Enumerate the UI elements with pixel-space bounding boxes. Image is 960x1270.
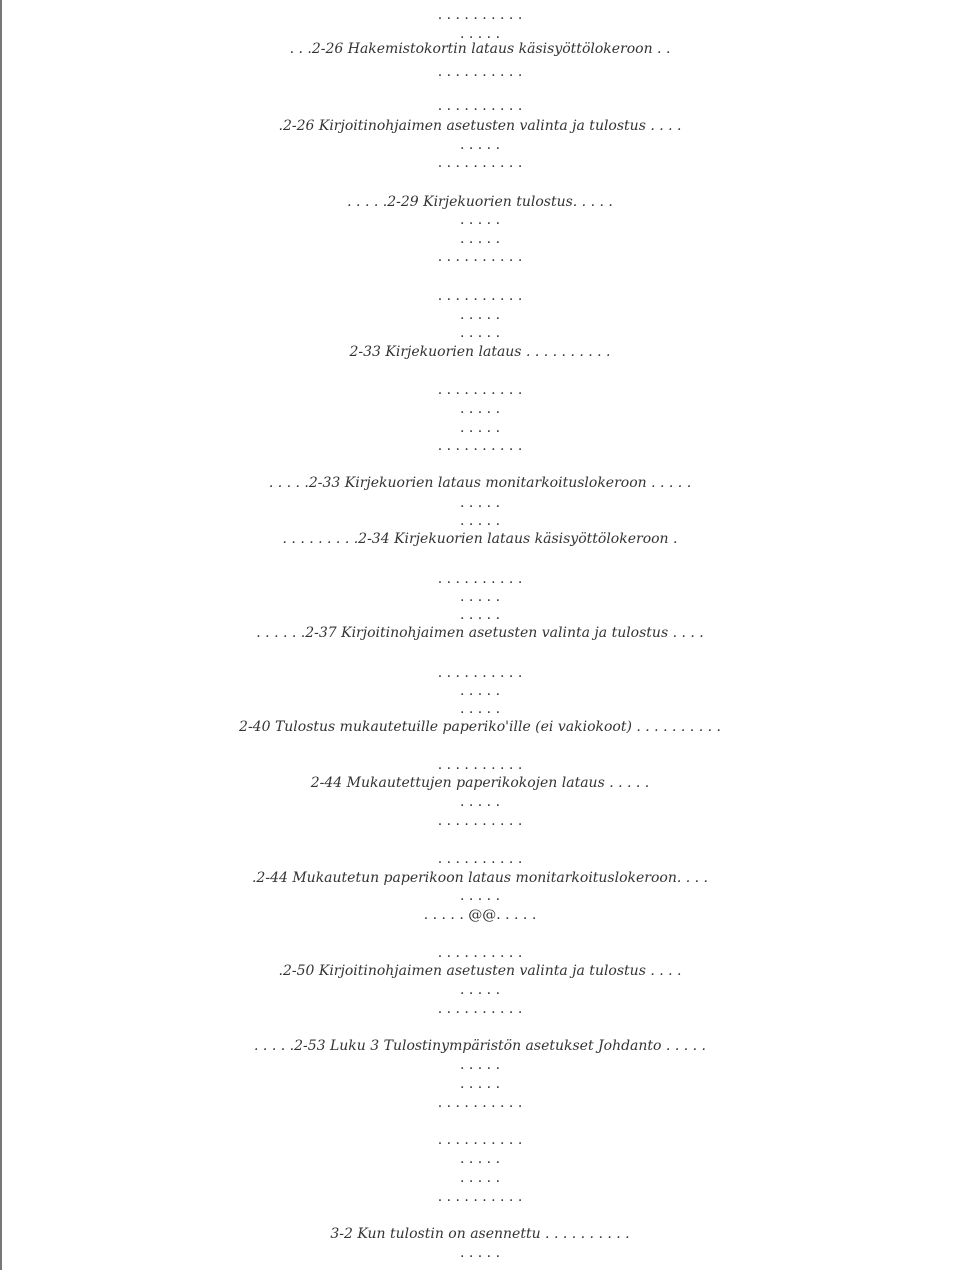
dot-leader-line: . . . . . [459, 513, 501, 529]
dot-leader-line: . . . . . . . . . . [437, 249, 523, 265]
dot-leader-line: . . . . . . . . . . [437, 571, 523, 587]
toc-entry: 2-44 Mukautettujen paperikokojen lataus . . . . . [310, 775, 650, 791]
dot-leader-line: . . . . . . . . . . [437, 7, 523, 23]
dot-leader-line: . . . . . [459, 794, 501, 810]
toc-entry: 2-33 Kirjekuorien lataus . . . . . . . . . . [349, 344, 611, 360]
dot-leader-line: . . . . . . . . . . [437, 1189, 523, 1205]
dot-leader-line: . . . . . . . . . . [437, 757, 523, 773]
dot-leader-line: . . . . . [459, 212, 501, 228]
dot-leader-line: . . . . . . . . . . [437, 813, 523, 829]
toc-entry: .2-44 Mukautetun paperikoon lataus monitarkoituslokeroon. . . . [251, 870, 709, 886]
dot-leader-line: . . . . . [459, 420, 501, 436]
dot-leader-line: . . . . . . . . . . [437, 98, 523, 114]
dot-leader-line: . . . . . [459, 307, 501, 323]
toc-entry: .2-26 Kirjoitinohjaimen asetusten valinta ja tulostus . . . . [278, 118, 682, 134]
dot-leader-line: . . . . . [459, 701, 501, 717]
dot-leader-line: . . . . . [459, 607, 501, 623]
toc-entry: . . . . .2-33 Kirjekuorien lataus monitarkoituslokeroon . . . . . [268, 475, 692, 491]
dot-leader-line: . . . . . [459, 137, 501, 153]
dot-leader-line: . . . . . . . . . . [437, 1132, 523, 1148]
dot-leader-line: . . . . . [459, 888, 501, 904]
dot-leader-line: . . . . . [459, 1076, 501, 1092]
dot-leader-line: . . . . . . . . . . [437, 851, 523, 867]
dot-leader-line: . . . . . . . . . . [437, 288, 523, 304]
dot-leader-line: . . . . . [459, 325, 501, 341]
toc-entry: . . . . .2-29 Kirjekuorien tulostus. . . . . [347, 194, 613, 210]
dot-leader-line: . . . . . [459, 495, 501, 511]
dot-leader-line: . . . . . [459, 401, 501, 417]
dot-leader-line: . . . . . . . . . . [437, 1095, 523, 1111]
dot-leader-line: . . . . . . . . . . [437, 945, 523, 961]
dot-leader-line: . . . . . . . . . . [437, 665, 523, 681]
dot-leader-line: . . . . . [459, 589, 501, 605]
dot-leader-line: . . . . . [459, 1170, 501, 1186]
dot-leader-line: . . . . . . . . . . [437, 438, 523, 454]
dot-leader-line: . . . . . @@. . . . . [423, 907, 537, 923]
toc-entry: . . . . . .2-37 Kirjoitinohjaimen asetusten valinta ja tulostus . . . . [256, 625, 704, 641]
toc-entry: 3-2 Kun tulostin on asennettu . . . . . . . . . . [330, 1226, 630, 1242]
dot-leader-line: . . . . . [459, 1057, 501, 1073]
toc-entry: . . . . . . . . .2-34 Kirjekuorien lataus käsisyöttölokeroon . [282, 531, 678, 547]
dot-leader-line: . . . . . . . . . . [437, 64, 523, 80]
toc-entry: . . . . .2-53 Luku 3 Tulostinympäristön asetukset Johdanto . . . . . [254, 1038, 706, 1054]
dot-leader-line: . . . . . [459, 683, 501, 699]
dot-leader-line: . . . . . [459, 231, 501, 247]
dot-leader-line: . . . . . . . . . . [437, 155, 523, 171]
dot-leader-line: . . . . . [459, 1151, 501, 1167]
dot-leader-line: . . . . . . . . . . [437, 382, 523, 398]
toc-entry: .2-50 Kirjoitinohjaimen asetusten valinta ja tulostus . . . . [278, 963, 682, 979]
dot-leader-line: . . . . . [459, 1245, 501, 1261]
dot-leader-line: . . . . . [459, 982, 501, 998]
dot-leader-line: . . . . . [459, 26, 501, 42]
dot-leader-line: . . . . . . . . . . [437, 1001, 523, 1017]
toc-entry: 2-40 Tulostus mukautetuille paperiko'ille (ei vakiokoot) . . . . . . . . . . [239, 719, 721, 735]
toc-entry: . . .2-26 Hakemistokortin lataus käsisyöttölokeroon . . [289, 41, 671, 57]
